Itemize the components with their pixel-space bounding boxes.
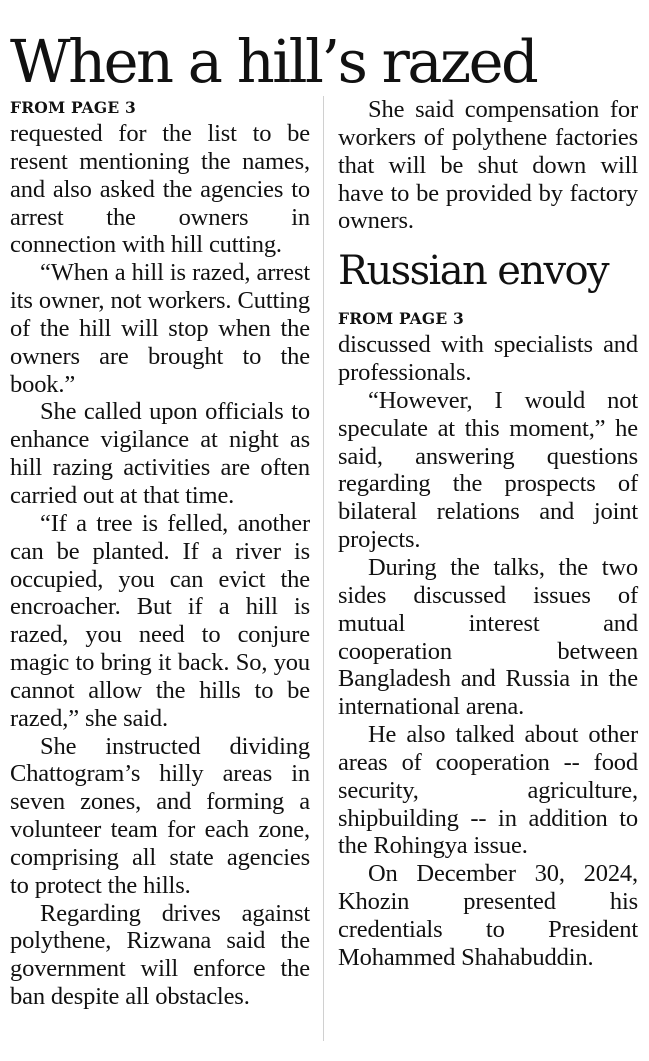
jump-label: FROM PAGE 3 xyxy=(10,98,136,117)
article-paragraph: He also talked about other areas of cooperation -- food security, agriculture, shipbuilding -- in addition to the Rohingya issue. xyxy=(338,721,638,860)
article-paragraph: During the talks, the two sides discussed issues of mutual interest and cooperation between Bangladesh and Russia in the international arena. xyxy=(338,553,638,721)
headline-hill-razed: When a hill’s razed xyxy=(10,27,537,96)
article-paragraph: Regarding drives against polythene, Rizwana said the government will enforce the ban despite all obstacles. xyxy=(10,899,310,1011)
article-paragraph: “If a tree is felled, another can be planted. If a river is occupied, you can evict the encroacher. But if a hill is razed, you need to conjure magic to bring it back. So, you cannot allow the hills to be razed,” she said. xyxy=(10,509,310,732)
column-divider xyxy=(323,96,324,1041)
jump-label: FROM PAGE 3 xyxy=(338,309,464,329)
right-column xyxy=(338,96,638,972)
article-paragraph: She instructed dividing Chattogram’s hilly areas in seven zones, and forming a volunteer team for each zone, comprising all state agencies to protect the hills. xyxy=(10,732,310,899)
article-paragraph: “When a hill is razed, arrest its owner, not workers. Cutting of the hill will stop when the owners are brought to the book.” xyxy=(10,259,310,398)
article-paragraph: “However, I would not speculate at this moment,” he said, answering questions regarding the prospects of bilateral relations and joint projects. xyxy=(338,386,638,554)
article-paragraph: She called upon officials to enhance vigilance at night as hill razing activities are often carried out at that time. xyxy=(10,398,310,509)
article-paragraph: requested for the list to be resent mentioning the names, and also asked the agencies to arrest the owners in connection with hill cutting. xyxy=(10,120,310,259)
article-paragraph: discussed with specialists and professionals. xyxy=(338,331,638,387)
article-paragraph: On December 30, 2024, Khozin presented his credentials to President Mohammed Shahabuddin. xyxy=(338,860,638,971)
headline-russian-envoy: Russian envoy xyxy=(338,248,608,295)
left-column xyxy=(10,96,310,1011)
article-paragraph: She said compensation for workers of polythene factories that will be shut down will have to be provided by factory owners. xyxy=(338,96,638,235)
